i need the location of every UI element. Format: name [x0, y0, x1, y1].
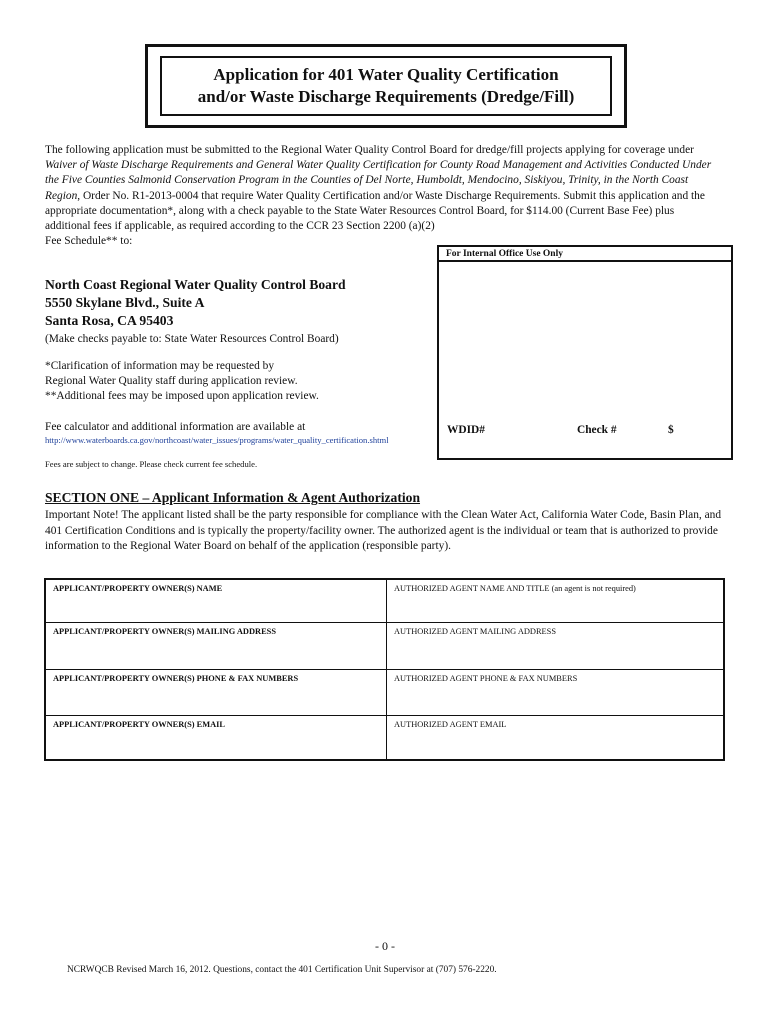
office-use-box: [437, 245, 733, 460]
owner-address-field[interactable]: APPLICANT/PROPERTY OWNER(S) MAILING ADDRESS: [53, 627, 276, 636]
applicant-info-table: [44, 578, 725, 761]
dollar-label: $: [668, 424, 674, 436]
agent-phone-field[interactable]: AUTHORIZED AGENT PHONE & FAX NUMBERS: [394, 674, 578, 683]
board-city: Santa Rosa, CA 95403: [45, 313, 174, 328]
clarification-notes: [45, 359, 319, 405]
owner-email-field[interactable]: APPLICANT/PROPERTY OWNER(S) EMAIL: [53, 720, 226, 729]
check-number-label: Check #: [577, 424, 617, 436]
title-line-2: and/or Waste Discharge Requirements (Dredge/Fill): [197, 87, 575, 106]
agent-email-field[interactable]: AUTHORIZED AGENT EMAIL: [394, 720, 507, 729]
owner-phone-field[interactable]: APPLICANT/PROPERTY OWNER(S) PHONE & FAX NUMBERS: [53, 674, 299, 683]
page-number: - 0 -: [375, 939, 395, 953]
important-note: Important Note! The applicant listed shall be the party responsible for compliance with the Clean Water Act, California Water Code, Basin Plan, and 401 Certification Conditions and is typically the property/facility owner. The authorized agent is the individual or team that is authorized to provide information to the Regional Water Board on behalf of the application (responsible party).: [45, 509, 722, 553]
agent-address-field[interactable]: AUTHORIZED AGENT MAILING ADDRESS: [394, 627, 556, 636]
intro-text-1: The following application must be submitted to the Regional Water Quality Control Board for dredge/fill projects applying for coverage under: [45, 144, 694, 156]
owner-name-field[interactable]: APPLICANT/PROPERTY OWNER(S) NAME: [53, 584, 223, 593]
fee-change-note: Fees are subject to change. Please check current fee schedule.: [45, 459, 258, 469]
intro-paragraph: [45, 143, 713, 249]
clarification-line-2: Regional Water Quality staff during application review.: [45, 375, 298, 388]
clarification-line-3: **Additional fees may be imposed upon application review.: [45, 390, 319, 403]
office-use-heading: For Internal Office Use Only: [439, 247, 731, 262]
intro-italic: Waiver of Waste Discharge Requirements and General Water Quality Certification for County Road Management and Activities Conducted Under the Five Counties Salmonid Conservation Program in the Counties of Del Norte, Humboldt, Mendocino, Siskiyou, Trinity, in the North Coast Region: [45, 159, 712, 202]
section-one-heading: SECTION ONE – Applicant Information & Agent Authorization: [45, 490, 421, 505]
title-line-1: Application for 401 Water Quality Certification: [213, 65, 559, 84]
intro-text-2: , Order No. R1-2013-0004 that require Water Quality Certification and/or Waste Discharge Requirements. Submit this application and the appropriate documentation*, along with a check payable to the State Water Resources Control Board, for $114.00 (Current Base Fee) plus additional fees if applicable, as required according to the CCR 23 Section 2200 (a)(2): [45, 189, 705, 233]
title-inner-frame: [160, 56, 612, 116]
board-address: [45, 276, 346, 330]
board-name: North Coast Regional Water Quality Control Board: [45, 277, 346, 292]
clarification-line-1: *Clarification of information may be requested by: [45, 360, 275, 372]
wdid-label: WDID#: [447, 424, 485, 436]
title-frame: [145, 44, 627, 128]
footer-note: NCRWQCB Revised March 16, 2012. Questions, contact the 401 Certification Unit Supervisor at (707) 576-2220.: [67, 965, 497, 975]
board-street: 5550 Skylane Blvd., Suite A: [45, 295, 205, 310]
agent-name-field[interactable]: AUTHORIZED AGENT NAME AND TITLE (an agent is not required): [394, 584, 636, 593]
intro-text-3: Fee Schedule** to:: [45, 235, 133, 248]
fee-calculator-link[interactable]: http://www.waterboards.ca.gov/northcoast/water_issues/programs/water_quality_certification.shtml: [45, 435, 389, 445]
fee-calculator-text: Fee calculator and additional information are available at: [45, 421, 306, 433]
checks-payable-note: (Make checks payable to: State Water Resources Control Board): [45, 333, 339, 345]
